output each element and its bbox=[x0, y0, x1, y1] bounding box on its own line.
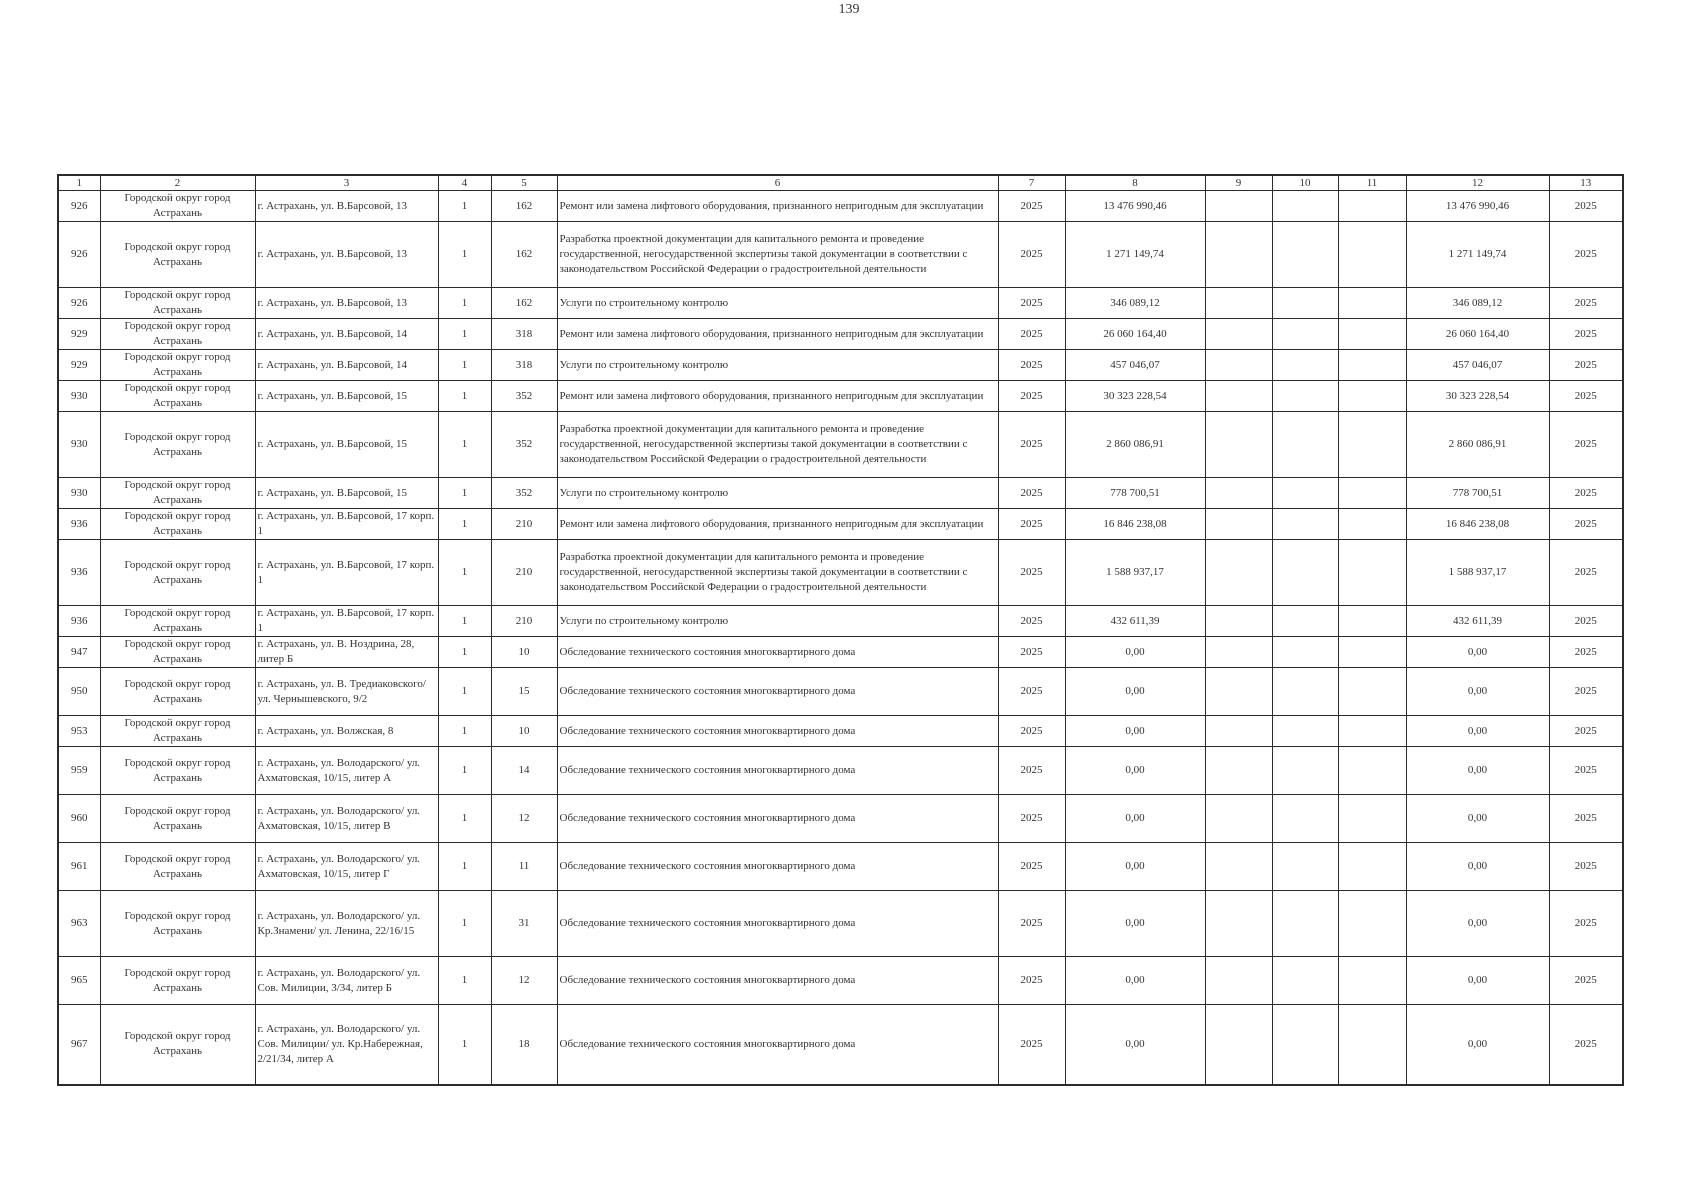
end-year-cell: 2025 bbox=[1549, 747, 1623, 795]
total-cost-cell: 2 860 086,91 bbox=[1406, 412, 1549, 478]
row-number-cell: 963 bbox=[58, 891, 100, 957]
col10-cell bbox=[1272, 843, 1338, 891]
year-cell: 2025 bbox=[998, 478, 1065, 509]
cost-cell: 16 846 238,08 bbox=[1065, 509, 1205, 540]
cost-cell: 0,00 bbox=[1065, 716, 1205, 747]
cost-cell: 0,00 bbox=[1065, 747, 1205, 795]
code-cell: 162 bbox=[491, 288, 557, 319]
row-number-cell: 936 bbox=[58, 540, 100, 606]
count-cell: 1 bbox=[438, 843, 491, 891]
total-cost-cell: 0,00 bbox=[1406, 891, 1549, 957]
column-header: 13 bbox=[1549, 175, 1623, 191]
count-cell: 1 bbox=[438, 350, 491, 381]
column-header: 12 bbox=[1406, 175, 1549, 191]
code-cell: 162 bbox=[491, 222, 557, 288]
col11-cell bbox=[1338, 843, 1406, 891]
total-cost-cell: 0,00 bbox=[1406, 795, 1549, 843]
end-year-cell: 2025 bbox=[1549, 191, 1623, 222]
municipality-cell: Городской округ город Астрахань bbox=[100, 319, 255, 350]
col9-cell bbox=[1205, 222, 1272, 288]
municipality-cell: Городской округ город Астрахань bbox=[100, 350, 255, 381]
address-cell: г. Астрахань, ул. В.Барсовой, 15 bbox=[255, 412, 438, 478]
table-body bbox=[58, 191, 1623, 1085]
col10-cell bbox=[1272, 319, 1338, 350]
cost-cell: 0,00 bbox=[1065, 637, 1205, 668]
work-type-cell: Ремонт или замена лифтового оборудования, признанного непригодным для эксплуатации bbox=[557, 319, 998, 350]
address-cell: г. Астрахань, ул. В.Барсовой, 14 bbox=[255, 350, 438, 381]
year-cell: 2025 bbox=[998, 957, 1065, 1005]
year-cell: 2025 bbox=[998, 412, 1065, 478]
cost-cell: 457 046,07 bbox=[1065, 350, 1205, 381]
municipality-cell: Городской округ город Астрахань bbox=[100, 222, 255, 288]
address-cell: г. Астрахань, ул. В.Барсовой, 17 корп. 1 bbox=[255, 606, 438, 637]
cost-cell: 0,00 bbox=[1065, 891, 1205, 957]
municipality-cell: Городской округ город Астрахань bbox=[100, 716, 255, 747]
municipality-cell: Городской округ город Астрахань bbox=[100, 191, 255, 222]
end-year-cell: 2025 bbox=[1549, 478, 1623, 509]
cost-cell: 346 089,12 bbox=[1065, 288, 1205, 319]
col10-cell bbox=[1272, 891, 1338, 957]
table-row bbox=[58, 606, 1623, 637]
total-cost-cell: 457 046,07 bbox=[1406, 350, 1549, 381]
code-cell: 162 bbox=[491, 191, 557, 222]
table-row bbox=[58, 319, 1623, 350]
code-cell: 18 bbox=[491, 1005, 557, 1085]
work-type-cell: Обследование технического состояния многоквартирного дома bbox=[557, 637, 998, 668]
cost-cell: 0,00 bbox=[1065, 957, 1205, 1005]
col9-cell bbox=[1205, 716, 1272, 747]
col10-cell bbox=[1272, 509, 1338, 540]
address-cell: г. Астрахань, ул. В.Барсовой, 15 bbox=[255, 478, 438, 509]
col9-cell bbox=[1205, 412, 1272, 478]
column-header: 10 bbox=[1272, 175, 1338, 191]
year-cell: 2025 bbox=[998, 716, 1065, 747]
row-number-cell: 947 bbox=[58, 637, 100, 668]
address-cell: г. Астрахань, ул. Володарского/ ул. Кр.Знамени/ ул. Ленина, 22/16/15 bbox=[255, 891, 438, 957]
end-year-cell: 2025 bbox=[1549, 288, 1623, 319]
col11-cell bbox=[1338, 319, 1406, 350]
count-cell: 1 bbox=[438, 891, 491, 957]
column-header: 2 bbox=[100, 175, 255, 191]
col10-cell bbox=[1272, 795, 1338, 843]
col10-cell bbox=[1272, 540, 1338, 606]
col10-cell bbox=[1272, 288, 1338, 319]
work-type-cell: Обследование технического состояния многоквартирного дома bbox=[557, 747, 998, 795]
address-cell: г. Астрахань, ул. В.Барсовой, 14 bbox=[255, 319, 438, 350]
year-cell: 2025 bbox=[998, 350, 1065, 381]
total-cost-cell: 26 060 164,40 bbox=[1406, 319, 1549, 350]
col11-cell bbox=[1338, 606, 1406, 637]
column-header: 3 bbox=[255, 175, 438, 191]
table-row bbox=[58, 509, 1623, 540]
end-year-cell: 2025 bbox=[1549, 540, 1623, 606]
col9-cell bbox=[1205, 509, 1272, 540]
column-header: 5 bbox=[491, 175, 557, 191]
row-number-cell: 936 bbox=[58, 509, 100, 540]
count-cell: 1 bbox=[438, 1005, 491, 1085]
table-row bbox=[58, 222, 1623, 288]
year-cell: 2025 bbox=[998, 668, 1065, 716]
table-row bbox=[58, 747, 1623, 795]
address-cell: г. Астрахань, ул. В.Барсовой, 17 корп. 1 bbox=[255, 540, 438, 606]
page-number: 139 bbox=[838, 2, 860, 17]
total-cost-cell: 0,00 bbox=[1406, 668, 1549, 716]
count-cell: 1 bbox=[438, 957, 491, 1005]
row-number-cell: 967 bbox=[58, 1005, 100, 1085]
end-year-cell: 2025 bbox=[1549, 412, 1623, 478]
count-cell: 1 bbox=[438, 478, 491, 509]
row-number-cell: 961 bbox=[58, 843, 100, 891]
column-header: 8 bbox=[1065, 175, 1205, 191]
total-cost-cell: 778 700,51 bbox=[1406, 478, 1549, 509]
municipality-cell: Городской округ город Астрахань bbox=[100, 381, 255, 412]
col11-cell bbox=[1338, 957, 1406, 1005]
total-cost-cell: 432 611,39 bbox=[1406, 606, 1549, 637]
municipality-cell: Городской округ город Астрахань bbox=[100, 412, 255, 478]
municipality-cell: Городской округ город Астрахань bbox=[100, 509, 255, 540]
total-cost-cell: 0,00 bbox=[1406, 843, 1549, 891]
code-cell: 15 bbox=[491, 668, 557, 716]
count-cell: 1 bbox=[438, 668, 491, 716]
row-number-cell: 929 bbox=[58, 319, 100, 350]
end-year-cell: 2025 bbox=[1549, 319, 1623, 350]
total-cost-cell: 0,00 bbox=[1406, 1005, 1549, 1085]
year-cell: 2025 bbox=[998, 319, 1065, 350]
col9-cell bbox=[1205, 637, 1272, 668]
table-row bbox=[58, 795, 1623, 843]
count-cell: 1 bbox=[438, 319, 491, 350]
cost-cell: 0,00 bbox=[1065, 668, 1205, 716]
count-cell: 1 bbox=[438, 795, 491, 843]
address-cell: г. Астрахань, ул. В.Барсовой, 17 корп. 1 bbox=[255, 509, 438, 540]
code-cell: 10 bbox=[491, 637, 557, 668]
col11-cell bbox=[1338, 747, 1406, 795]
total-cost-cell: 0,00 bbox=[1406, 716, 1549, 747]
work-type-cell: Услуги по строительному контролю bbox=[557, 288, 998, 319]
col11-cell bbox=[1338, 478, 1406, 509]
row-number-cell: 926 bbox=[58, 191, 100, 222]
col11-cell bbox=[1338, 637, 1406, 668]
total-cost-cell: 346 089,12 bbox=[1406, 288, 1549, 319]
table-row bbox=[58, 716, 1623, 747]
cost-cell: 0,00 bbox=[1065, 795, 1205, 843]
cost-cell: 432 611,39 bbox=[1065, 606, 1205, 637]
code-cell: 318 bbox=[491, 319, 557, 350]
col9-cell bbox=[1205, 350, 1272, 381]
col10-cell bbox=[1272, 191, 1338, 222]
count-cell: 1 bbox=[438, 191, 491, 222]
end-year-cell: 2025 bbox=[1549, 668, 1623, 716]
address-cell: г. Астрахань, ул. Волжская, 8 bbox=[255, 716, 438, 747]
year-cell: 2025 bbox=[998, 191, 1065, 222]
col9-cell bbox=[1205, 747, 1272, 795]
year-cell: 2025 bbox=[998, 747, 1065, 795]
row-number-cell: 930 bbox=[58, 412, 100, 478]
code-cell: 352 bbox=[491, 412, 557, 478]
code-cell: 318 bbox=[491, 350, 557, 381]
work-type-cell: Услуги по строительному контролю bbox=[557, 606, 998, 637]
row-number-cell: 930 bbox=[58, 478, 100, 509]
table-row bbox=[58, 478, 1623, 509]
col10-cell bbox=[1272, 716, 1338, 747]
col11-cell bbox=[1338, 350, 1406, 381]
row-number-cell: 953 bbox=[58, 716, 100, 747]
col9-cell bbox=[1205, 1005, 1272, 1085]
municipality-cell: Городской округ город Астрахань bbox=[100, 637, 255, 668]
col11-cell bbox=[1338, 716, 1406, 747]
address-cell: г. Астрахань, ул. Володарского/ ул. Сов. Милиции/ ул. Кр.Набережная, 2/21/34, литер А bbox=[255, 1005, 438, 1085]
col10-cell bbox=[1272, 747, 1338, 795]
code-cell: 12 bbox=[491, 795, 557, 843]
col10-cell bbox=[1272, 1005, 1338, 1085]
col10-cell bbox=[1272, 381, 1338, 412]
table-row bbox=[58, 637, 1623, 668]
year-cell: 2025 bbox=[998, 540, 1065, 606]
end-year-cell: 2025 bbox=[1549, 637, 1623, 668]
column-header: 6 bbox=[557, 175, 998, 191]
col9-cell bbox=[1205, 606, 1272, 637]
count-cell: 1 bbox=[438, 509, 491, 540]
row-number-cell: 930 bbox=[58, 381, 100, 412]
cost-cell: 1 271 149,74 bbox=[1065, 222, 1205, 288]
table-row bbox=[58, 412, 1623, 478]
table-row bbox=[58, 843, 1623, 891]
code-cell: 10 bbox=[491, 716, 557, 747]
col9-cell bbox=[1205, 795, 1272, 843]
col9-cell bbox=[1205, 381, 1272, 412]
row-number-cell: 929 bbox=[58, 350, 100, 381]
cost-cell: 2 860 086,91 bbox=[1065, 412, 1205, 478]
table-row bbox=[58, 288, 1623, 319]
end-year-cell: 2025 bbox=[1549, 843, 1623, 891]
work-type-cell: Обследование технического состояния многоквартирного дома bbox=[557, 957, 998, 1005]
municipality-cell: Городской округ город Астрахань bbox=[100, 891, 255, 957]
work-type-cell: Разработка проектной документации для капитального ремонта и проведение государственной, негосударственной экспертизы такой документации в соответствии с законодательством Российской Федерации о градостроительной деятельности bbox=[557, 540, 998, 606]
column-header: 4 bbox=[438, 175, 491, 191]
end-year-cell: 2025 bbox=[1549, 891, 1623, 957]
code-cell: 210 bbox=[491, 509, 557, 540]
end-year-cell: 2025 bbox=[1549, 509, 1623, 540]
row-number-cell: 926 bbox=[58, 288, 100, 319]
col9-cell bbox=[1205, 957, 1272, 1005]
col9-cell bbox=[1205, 891, 1272, 957]
total-cost-cell: 30 323 228,54 bbox=[1406, 381, 1549, 412]
total-cost-cell: 1 271 149,74 bbox=[1406, 222, 1549, 288]
col10-cell bbox=[1272, 478, 1338, 509]
cost-cell: 1 588 937,17 bbox=[1065, 540, 1205, 606]
col11-cell bbox=[1338, 191, 1406, 222]
col9-cell bbox=[1205, 478, 1272, 509]
capital-repair-table bbox=[57, 174, 1624, 1086]
table-row bbox=[58, 957, 1623, 1005]
col11-cell bbox=[1338, 891, 1406, 957]
count-cell: 1 bbox=[438, 540, 491, 606]
work-type-cell: Разработка проектной документации для капитального ремонта и проведение государственной, негосударственной экспертизы такой документации в соответствии с законодательством Российской Федерации о градостроительной деятельности bbox=[557, 222, 998, 288]
total-cost-cell: 1 588 937,17 bbox=[1406, 540, 1549, 606]
col10-cell bbox=[1272, 668, 1338, 716]
col11-cell bbox=[1338, 795, 1406, 843]
work-type-cell: Обследование технического состояния многоквартирного дома bbox=[557, 716, 998, 747]
work-type-cell: Ремонт или замена лифтового оборудования, признанного непригодным для эксплуатации bbox=[557, 381, 998, 412]
code-cell: 210 bbox=[491, 540, 557, 606]
end-year-cell: 2025 bbox=[1549, 381, 1623, 412]
year-cell: 2025 bbox=[998, 509, 1065, 540]
cost-cell: 13 476 990,46 bbox=[1065, 191, 1205, 222]
municipality-cell: Городской округ город Астрахань bbox=[100, 843, 255, 891]
column-header: 1 bbox=[58, 175, 100, 191]
col9-cell bbox=[1205, 319, 1272, 350]
col9-cell bbox=[1205, 540, 1272, 606]
column-header: 7 bbox=[998, 175, 1065, 191]
municipality-cell: Городской округ город Астрахань bbox=[100, 747, 255, 795]
table-row bbox=[58, 191, 1623, 222]
total-cost-cell: 13 476 990,46 bbox=[1406, 191, 1549, 222]
col9-cell bbox=[1205, 668, 1272, 716]
municipality-cell: Городской округ город Астрахань bbox=[100, 1005, 255, 1085]
cost-cell: 0,00 bbox=[1065, 1005, 1205, 1085]
col10-cell bbox=[1272, 606, 1338, 637]
col11-cell bbox=[1338, 412, 1406, 478]
end-year-cell: 2025 bbox=[1549, 716, 1623, 747]
row-number-cell: 959 bbox=[58, 747, 100, 795]
row-number-cell: 965 bbox=[58, 957, 100, 1005]
total-cost-cell: 0,00 bbox=[1406, 637, 1549, 668]
col11-cell bbox=[1338, 668, 1406, 716]
year-cell: 2025 bbox=[998, 795, 1065, 843]
municipality-cell: Городской округ город Астрахань bbox=[100, 540, 255, 606]
col10-cell bbox=[1272, 412, 1338, 478]
row-number-cell: 950 bbox=[58, 668, 100, 716]
table-row bbox=[58, 381, 1623, 412]
work-type-cell: Обследование технического состояния многоквартирного дома bbox=[557, 891, 998, 957]
cost-cell: 0,00 bbox=[1065, 843, 1205, 891]
address-cell: г. Астрахань, ул. Володарского/ ул. Сов. Милиции, 3/34, литер Б bbox=[255, 957, 438, 1005]
work-type-cell: Услуги по строительному контролю bbox=[557, 478, 998, 509]
count-cell: 1 bbox=[438, 606, 491, 637]
total-cost-cell: 0,00 bbox=[1406, 957, 1549, 1005]
year-cell: 2025 bbox=[998, 288, 1065, 319]
row-number-cell: 936 bbox=[58, 606, 100, 637]
column-header: 11 bbox=[1338, 175, 1406, 191]
col9-cell bbox=[1205, 843, 1272, 891]
year-cell: 2025 bbox=[998, 637, 1065, 668]
address-cell: г. Астрахань, ул. В. Тредиаковского/ ул. Чернышевского, 9/2 bbox=[255, 668, 438, 716]
count-cell: 1 bbox=[438, 288, 491, 319]
col10-cell bbox=[1272, 222, 1338, 288]
table-row bbox=[58, 540, 1623, 606]
col9-cell bbox=[1205, 288, 1272, 319]
column-number-row bbox=[58, 175, 1623, 191]
municipality-cell: Городской округ город Астрахань bbox=[100, 957, 255, 1005]
address-cell: г. Астрахань, ул. В.Барсовой, 13 bbox=[255, 288, 438, 319]
code-cell: 12 bbox=[491, 957, 557, 1005]
address-cell: г. Астрахань, ул. В.Барсовой, 13 bbox=[255, 222, 438, 288]
address-cell: г. Астрахань, ул. В. Ноздрина, 28, литер Б bbox=[255, 637, 438, 668]
year-cell: 2025 bbox=[998, 891, 1065, 957]
col10-cell bbox=[1272, 350, 1338, 381]
table-row bbox=[58, 891, 1623, 957]
row-number-cell: 960 bbox=[58, 795, 100, 843]
col11-cell bbox=[1338, 222, 1406, 288]
col11-cell bbox=[1338, 509, 1406, 540]
municipality-cell: Городской округ город Астрахань bbox=[100, 288, 255, 319]
year-cell: 2025 bbox=[998, 843, 1065, 891]
municipality-cell: Городской округ город Астрахань bbox=[100, 606, 255, 637]
address-cell: г. Астрахань, ул. Володарского/ ул. Ахматовская, 10/15, литер В bbox=[255, 795, 438, 843]
year-cell: 2025 bbox=[998, 1005, 1065, 1085]
end-year-cell: 2025 bbox=[1549, 1005, 1623, 1085]
work-type-cell: Разработка проектной документации для капитального ремонта и проведение государственной, негосударственной экспертизы такой документации в соответствии с законодательством Российской Федерации о градостроительной деятельности bbox=[557, 412, 998, 478]
row-number-cell: 926 bbox=[58, 222, 100, 288]
work-type-cell: Обследование технического состояния многоквартирного дома bbox=[557, 843, 998, 891]
count-cell: 1 bbox=[438, 412, 491, 478]
col10-cell bbox=[1272, 957, 1338, 1005]
work-type-cell: Ремонт или замена лифтового оборудования, признанного непригодным для эксплуатации bbox=[557, 191, 998, 222]
end-year-cell: 2025 bbox=[1549, 957, 1623, 1005]
count-cell: 1 bbox=[438, 747, 491, 795]
address-cell: г. Астрахань, ул. В.Барсовой, 15 bbox=[255, 381, 438, 412]
end-year-cell: 2025 bbox=[1549, 606, 1623, 637]
work-type-cell: Ремонт или замена лифтового оборудования, признанного непригодным для эксплуатации bbox=[557, 509, 998, 540]
col10-cell bbox=[1272, 637, 1338, 668]
cost-cell: 778 700,51 bbox=[1065, 478, 1205, 509]
year-cell: 2025 bbox=[998, 381, 1065, 412]
column-header: 9 bbox=[1205, 175, 1272, 191]
end-year-cell: 2025 bbox=[1549, 222, 1623, 288]
table-row bbox=[58, 350, 1623, 381]
year-cell: 2025 bbox=[998, 222, 1065, 288]
count-cell: 1 bbox=[438, 381, 491, 412]
work-type-cell: Обследование технического состояния многоквартирного дома bbox=[557, 1005, 998, 1085]
work-type-cell: Обследование технического состояния многоквартирного дома bbox=[557, 668, 998, 716]
municipality-cell: Городской округ город Астрахань bbox=[100, 478, 255, 509]
code-cell: 11 bbox=[491, 843, 557, 891]
col11-cell bbox=[1338, 381, 1406, 412]
address-cell: г. Астрахань, ул. Володарского/ ул. Ахматовская, 10/15, литер А bbox=[255, 747, 438, 795]
work-type-cell: Услуги по строительному контролю bbox=[557, 350, 998, 381]
count-cell: 1 bbox=[438, 716, 491, 747]
count-cell: 1 bbox=[438, 222, 491, 288]
code-cell: 352 bbox=[491, 381, 557, 412]
cost-cell: 26 060 164,40 bbox=[1065, 319, 1205, 350]
work-type-cell: Обследование технического состояния многоквартирного дома bbox=[557, 795, 998, 843]
col11-cell bbox=[1338, 540, 1406, 606]
col11-cell bbox=[1338, 1005, 1406, 1085]
total-cost-cell: 0,00 bbox=[1406, 747, 1549, 795]
code-cell: 352 bbox=[491, 478, 557, 509]
address-cell: г. Астрахань, ул. В.Барсовой, 13 bbox=[255, 191, 438, 222]
table-row bbox=[58, 1005, 1623, 1085]
end-year-cell: 2025 bbox=[1549, 795, 1623, 843]
code-cell: 14 bbox=[491, 747, 557, 795]
col11-cell bbox=[1338, 288, 1406, 319]
municipality-cell: Городской округ город Астрахань bbox=[100, 795, 255, 843]
table-row bbox=[58, 668, 1623, 716]
count-cell: 1 bbox=[438, 637, 491, 668]
cost-cell: 30 323 228,54 bbox=[1065, 381, 1205, 412]
end-year-cell: 2025 bbox=[1549, 350, 1623, 381]
total-cost-cell: 16 846 238,08 bbox=[1406, 509, 1549, 540]
col9-cell bbox=[1205, 191, 1272, 222]
address-cell: г. Астрахань, ул. Володарского/ ул. Ахматовская, 10/15, литер Г bbox=[255, 843, 438, 891]
municipality-cell: Городской округ город Астрахань bbox=[100, 668, 255, 716]
code-cell: 31 bbox=[491, 891, 557, 957]
code-cell: 210 bbox=[491, 606, 557, 637]
year-cell: 2025 bbox=[998, 606, 1065, 637]
